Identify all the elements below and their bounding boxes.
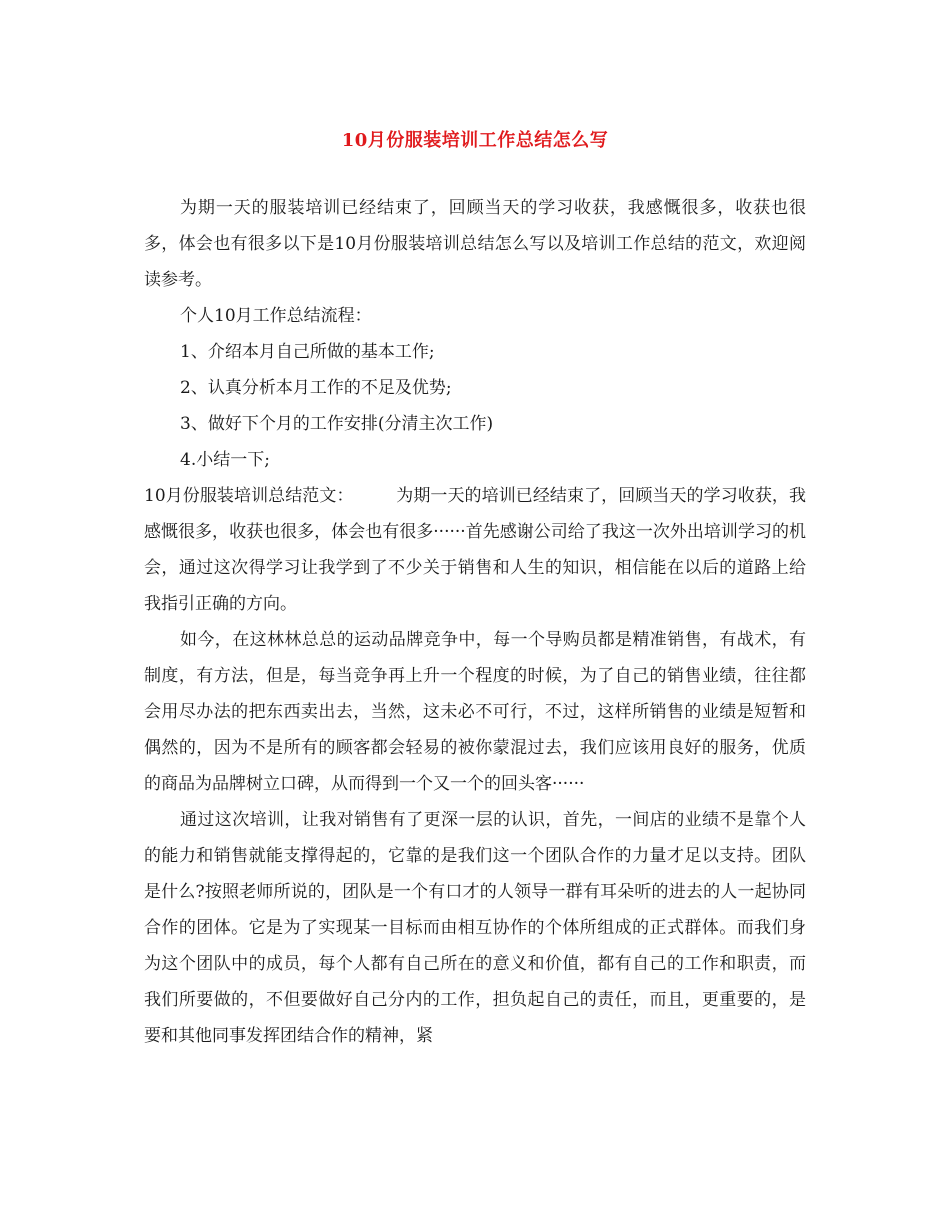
document-title: 10月份服装培训工作总结怎么写 — [341, 130, 609, 151]
paragraph-intro: 为期一天的服装培训已经结束了，回顾当天的学习收获，我感慨很多，收获也很多，体会也有很多以下是10月份服装培训总结怎么写以及培训工作总结的范文，欢迎阅读参考。 — [144, 198, 806, 290]
list-item-3: 3、做好下个月的工作安排(分清主次工作) — [180, 414, 494, 434]
paragraph-competition: 如今，在这林林总总的运动品牌竞争中，每一个导购员都是精准销售，有战术，有制度，有方法，但是，每当竞争再上升一个程度的时候，为了自己的销售业绩，往往都会用尽办法的把东西卖出去，当然，这未必不可行，不过，这样所销售的业绩是短暂和偶然的，因为不是所有的顾客都会轻易的被你蒙混过去，我们应该用良好的服务，优质的商品为品牌树立口碑，从而得到一个又一个的回头客······ — [144, 630, 806, 794]
paragraph-process-heading: 个人10月工作总结流程： — [180, 306, 372, 326]
paragraph-teamwork: 通过这次培训，让我对销售有了更深一层的认识，首先，一间店的业绩不是靠个人的能力和销售就能支撑得起的，它靠的是我们这一个团队合作的力量才足以支持。团队是什么?按照老师所说的，团队是一个有口才的人领导一群有耳朵听的进去的人一起协同合作的团体。它是为了实现某一目标而由相互协作的个体所组成的正式群体。而我们身为这个团队中的成员，每个人都有自己所在的意义和价值，都有自己的工作和职责，而我们所要做的，不但要做好自己分内的工作，担负起自己的责任，而且，更重要的，是要和其他同事发挥团结合作的精神，紧 — [144, 810, 806, 1046]
document-body — [144, 190, 806, 1054]
list-item-4: 4.小结一下; — [180, 450, 270, 470]
list-item-1: 1、介绍本月自己所做的基本工作; — [180, 342, 435, 362]
list-item-2: 2、认真分析本月工作的不足及优势; — [180, 378, 452, 398]
paragraph-sample-essay: 10月份服装培训总结范文： 为期一天的培训已经结束了，回顾当天的学习收获，我感慨很多，收获也很多，体会也有很多······首先感谢公司给了我这一次外出培训学习的机会，通过这次得学习让我学到了不少关于销售和人生的知识，相信能在以后的道路上给我指引正确的方向。 — [144, 486, 806, 614]
